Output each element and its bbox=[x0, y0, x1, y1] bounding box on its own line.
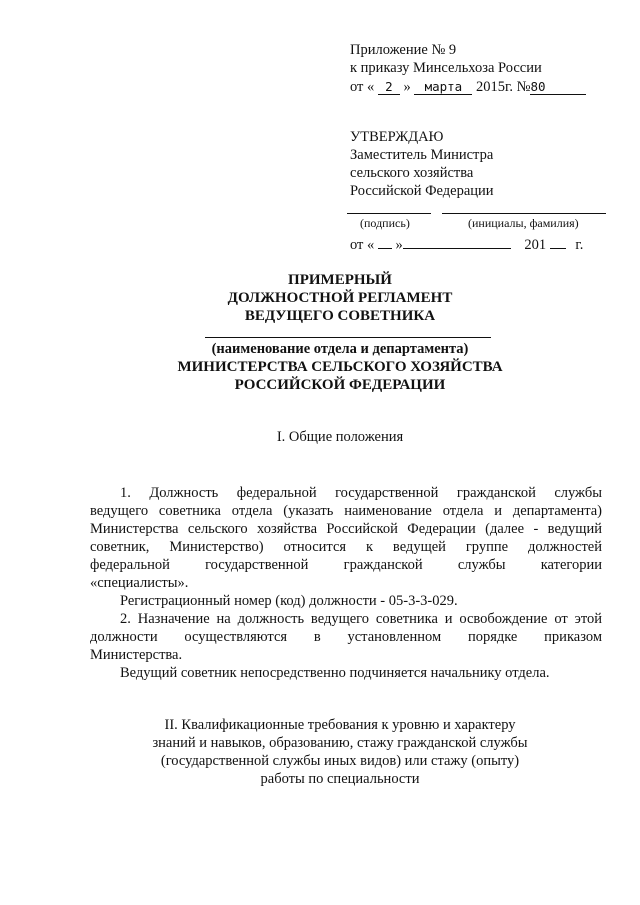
approval-month-blank bbox=[403, 248, 511, 249]
approval-line-1: Заместитель Министра bbox=[350, 147, 494, 163]
section-1-paragraph-4: Ведущий советник непосредственно подчиняется начальнику отдела. bbox=[120, 665, 550, 681]
heading-line-5: РОССИЙСКОЙ ФЕДЕРАЦИИ bbox=[234, 377, 446, 393]
heading-line-1: ПРИМЕРНЫЙ bbox=[288, 272, 392, 288]
appendix-line-1: Приложение № 9 bbox=[350, 42, 457, 58]
approval-year-suffix: г. bbox=[575, 237, 584, 253]
appendix-date-line bbox=[350, 78, 586, 96]
p1-line-1: 1. Должность федеральной государственной гражданской службы bbox=[120, 485, 602, 501]
heading-line-2: ДОЛЖНОСТНОЙ РЕГЛАМЕНТ bbox=[227, 290, 453, 306]
appendix-month: марта bbox=[414, 80, 472, 95]
approval-year-blank bbox=[550, 248, 566, 249]
p1-line-5: федеральной государственной гражданской службы категории bbox=[90, 557, 602, 573]
p3-line-2: должности осуществляются в установленном порядке приказом bbox=[90, 629, 602, 645]
appendix-year: 2015г. № bbox=[476, 79, 531, 95]
section-1-paragraph-1 bbox=[90, 484, 602, 592]
section-2-title-line-3: (государственной службы иных видов) или стажу (опыту) bbox=[160, 753, 520, 769]
appendix-date-mid: » bbox=[403, 79, 411, 95]
appendix-line-2: к приказу Минсельхоза России bbox=[350, 60, 542, 76]
heading-line-4: МИНИСТЕРСТВА СЕЛЬСКОГО ХОЗЯЙСТВА bbox=[177, 359, 503, 375]
p1-line-6: «специалисты». bbox=[90, 575, 189, 591]
p1-line-4: советник, Министерство) относится к ведущей группе должностей bbox=[90, 539, 602, 555]
appendix-day: 2 bbox=[378, 80, 400, 95]
section-1-paragraph-2: Регистрационный номер (код) должности - 05-3-3-029. bbox=[120, 593, 458, 609]
p1-line-3: Министерства сельского хозяйства Российской Федерации (далее - ведущий bbox=[90, 521, 602, 537]
appendix-date-prefix: от « bbox=[350, 79, 375, 95]
p1-line-2: ведущего советника отдела (указать наименование отдела и департамента) bbox=[90, 503, 602, 519]
section-2-title-line-4: работы по специальности bbox=[260, 771, 420, 787]
approval-date-mid: » bbox=[395, 237, 403, 253]
p3-line-1: 2. Назначение на должность ведущего советника и освобождение от этой bbox=[120, 611, 602, 627]
department-caption: (наименование отдела и департамента) bbox=[211, 341, 469, 357]
appendix-number: 80 bbox=[530, 80, 586, 95]
approval-year: 201 bbox=[524, 237, 547, 253]
section-1-title: I. Общие положения bbox=[276, 429, 404, 445]
approval-date-line bbox=[350, 236, 583, 254]
signature-line bbox=[347, 213, 431, 214]
approval-day-blank bbox=[378, 248, 392, 249]
section-2-title-line-1: II. Квалификационные требования к уровню и характеру bbox=[164, 717, 516, 733]
section-2-title-line-2: знаний и навыков, образованию, стажу гражданской службы bbox=[152, 735, 528, 751]
signature-caption: (подпись) bbox=[360, 216, 410, 230]
initials-caption: (инициалы, фамилия) bbox=[468, 216, 579, 230]
approval-line-2: сельского хозяйства bbox=[350, 165, 474, 181]
heading-line-3: ВЕДУЩЕГО СОВЕТНИКА bbox=[244, 308, 436, 324]
p3-line-3: Министерства. bbox=[90, 647, 183, 663]
approval-line-3: Российской Федерации bbox=[350, 183, 494, 199]
section-1-paragraph-3 bbox=[90, 610, 602, 664]
department-name-line bbox=[205, 337, 491, 338]
approval-title: УТВЕРЖДАЮ bbox=[350, 129, 444, 145]
approval-date-prefix: от « bbox=[350, 237, 375, 253]
initials-line bbox=[442, 213, 606, 214]
